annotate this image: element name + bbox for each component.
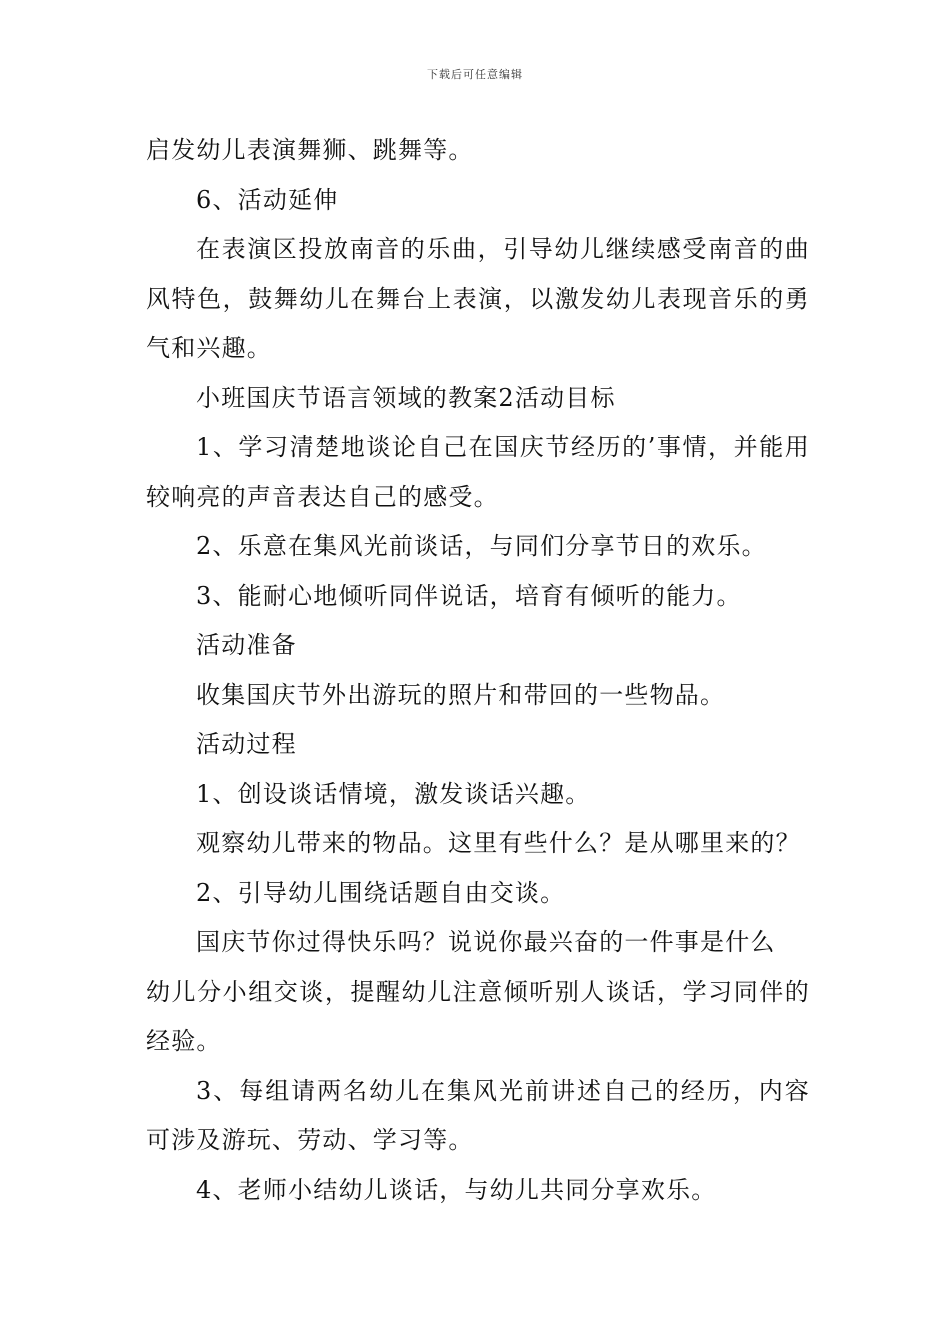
paragraph-8: 活动准备 bbox=[196, 631, 297, 659]
paragraph-1: 启发幼儿表演舞狮、跳舞等。 bbox=[146, 136, 474, 164]
paragraph-10: 活动过程 bbox=[196, 730, 297, 758]
paragraph-2: 6、活动延伸 bbox=[196, 185, 339, 214]
paragraph-15: 幼儿分小组交谈，提醒幼儿注意倾听别人谈话，学习同伴的经验。 bbox=[146, 977, 810, 1055]
paragraph-4: 小班国庆节语言领域的教案2活动目标 bbox=[196, 383, 616, 412]
document-body bbox=[146, 126, 810, 1215]
paragraph-12: 观察幼儿带来的物品。这里有些什么？是从哪里来的？ bbox=[196, 829, 801, 857]
paragraph-7: 3、能耐心地倾听同伴说话，培育有倾听的能力。 bbox=[196, 581, 742, 610]
paragraph-17: 4、老师小结幼儿谈话，与幼儿共同分享欢乐。 bbox=[196, 1175, 717, 1204]
paragraph-5: 1、学习清楚地谈论自己在国庆节经历的’事情，并能用较响亮的声音表达自己的感受。 bbox=[146, 433, 810, 511]
paragraph-14: 国庆节你过得快乐吗？说说你最兴奋的一件事是什么 bbox=[196, 928, 776, 956]
paragraph-11: 1、创设谈话情境，激发谈话兴趣。 bbox=[196, 779, 591, 808]
paragraph-3: 在表演区投放南音的乐曲，引导幼儿继续感受南音的曲风特色，鼓舞幼儿在舞台上表演，以激发幼儿表现音乐的勇气和兴趣。 bbox=[146, 235, 810, 362]
paragraph-6: 2、乐意在集风光前谈话，与同们分享节日的欢乐。 bbox=[196, 532, 767, 560]
page-header: 下载后可任意编辑 bbox=[427, 68, 523, 81]
paragraph-9: 收集国庆节外出游玩的照片和带回的一些物品。 bbox=[196, 680, 726, 709]
paragraph-13: 2、引导幼儿围绕话题自由交谈。 bbox=[196, 878, 566, 907]
paragraph-16: 3、每组请两名幼儿在集风光前讲述自己的经历，内容可涉及游玩、劳动、学习等。 bbox=[146, 1076, 810, 1154]
